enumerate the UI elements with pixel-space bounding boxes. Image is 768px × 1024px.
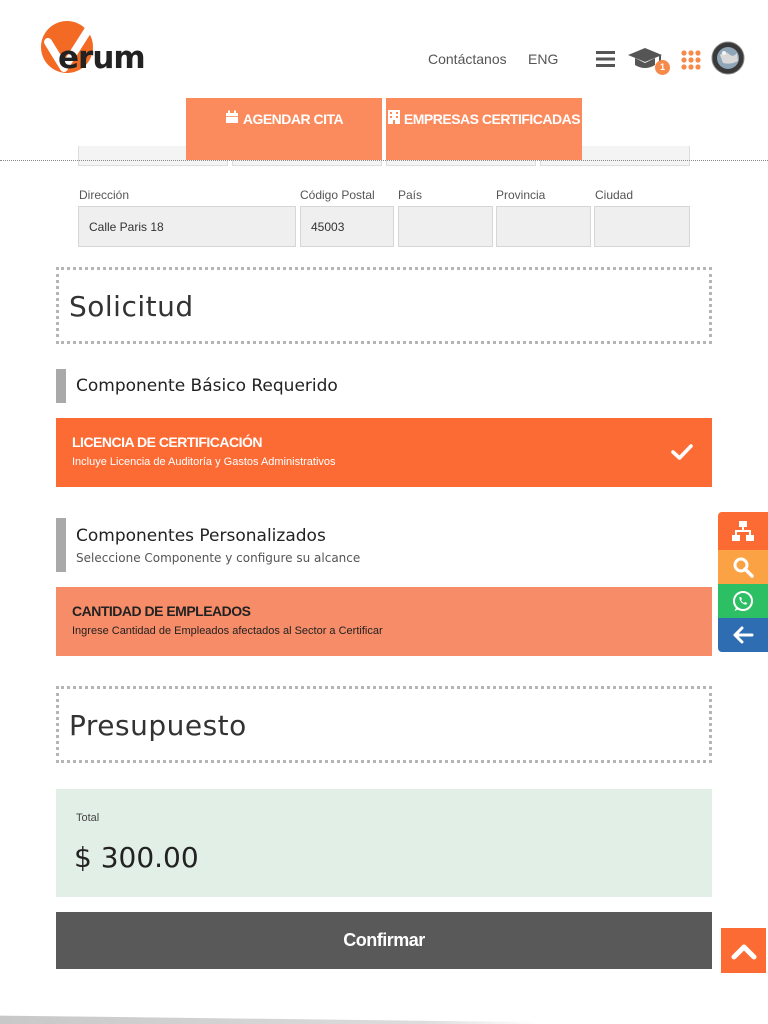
- whatsapp-icon: [732, 590, 754, 612]
- total-label: Total: [76, 812, 100, 824]
- pais-input[interactable]: [398, 206, 493, 247]
- ciudad-input[interactable]: [594, 206, 690, 247]
- footer-shadow: [0, 1010, 768, 1024]
- chevron-up-icon: [731, 942, 757, 960]
- header-divider: [0, 160, 768, 161]
- user-avatar[interactable]: [711, 41, 745, 80]
- globe-avatar-icon: [711, 41, 745, 75]
- apps-grid-icon[interactable]: [681, 50, 701, 75]
- whatsapp-button[interactable]: [718, 584, 768, 618]
- empleados-card[interactable]: [56, 587, 712, 656]
- logo-text: erum: [58, 40, 145, 76]
- licencia-title: LICENCIA DE CERTIFICACIÓN: [72, 434, 262, 450]
- notification-badge: 1: [655, 60, 670, 75]
- calendar-icon: [225, 108, 239, 130]
- back-arrow-icon: [732, 625, 754, 645]
- provincia-label: Provincia: [496, 188, 546, 202]
- pais-label: País: [398, 188, 423, 202]
- custom-components-sub: Seleccione Componente y configure su alcance: [76, 551, 361, 565]
- provincia-input[interactable]: [496, 206, 591, 247]
- search-button[interactable]: [718, 550, 768, 584]
- total-value: $ 300.00: [74, 841, 199, 874]
- empleados-desc: Ingrese Cantidad de Empleados afectados al Sector a Certificar: [72, 625, 383, 637]
- sitemap-button[interactable]: [718, 512, 768, 550]
- presupuesto-title: Presupuesto: [69, 709, 247, 742]
- codigo-postal-input[interactable]: 45003: [300, 206, 394, 247]
- direccion-input[interactable]: Calle Paris 18: [78, 206, 296, 247]
- building-icon: [388, 108, 400, 130]
- sitemap-icon: [732, 520, 754, 542]
- licencia-desc: Incluye Licencia de Auditoría y Gastos Administrativos: [72, 456, 336, 468]
- ciudad-label: Ciudad: [595, 188, 634, 202]
- solicitud-section: [56, 267, 712, 344]
- section-marker: [56, 369, 66, 403]
- agendar-cita-button[interactable]: AGENDAR CITA: [186, 98, 382, 160]
- checkmark-icon: [670, 440, 694, 464]
- presupuesto-section: [56, 686, 712, 763]
- search-icon: [732, 556, 754, 578]
- section-marker: [56, 518, 66, 572]
- custom-components-heading: Componentes Personalizados: [76, 526, 326, 546]
- confirm-button[interactable]: Confirmar: [56, 912, 712, 969]
- back-button[interactable]: [718, 618, 768, 652]
- empleados-title: CANTIDAD DE EMPLEADOS: [72, 603, 251, 619]
- codigo-postal-label: Código Postal: [300, 188, 375, 202]
- total-box: [56, 789, 712, 897]
- scroll-top-button[interactable]: [721, 928, 766, 973]
- solicitud-title: Solicitud: [69, 290, 194, 323]
- language-link[interactable]: ENG: [528, 51, 559, 67]
- licencia-card[interactable]: [56, 418, 712, 487]
- direccion-label: Dirección: [79, 188, 130, 202]
- menu-icon[interactable]: [596, 50, 616, 73]
- empresas-certificadas-button[interactable]: EMPRESAS CERTIFICADAS: [386, 98, 582, 160]
- basic-component-heading: Componente Básico Requerido: [76, 376, 338, 396]
- contact-link[interactable]: Contáctanos: [428, 51, 507, 67]
